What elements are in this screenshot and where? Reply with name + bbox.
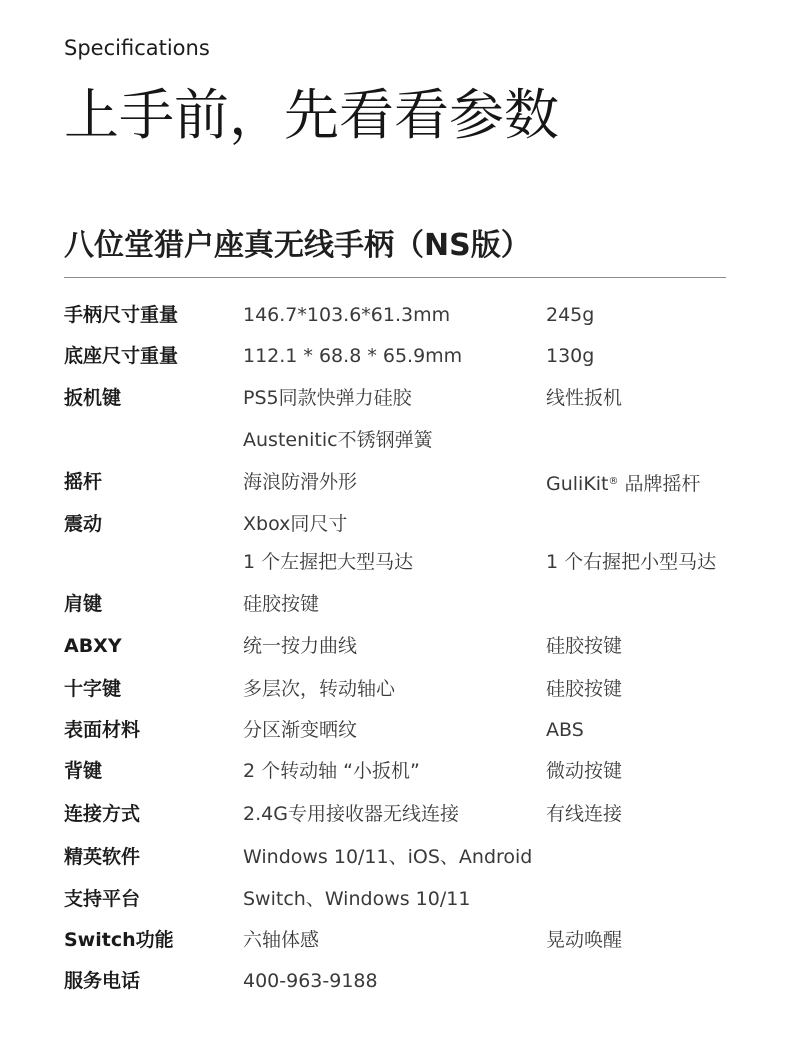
spec-value-secondary: 线性扳机 — [546, 387, 623, 409]
spec-row-platforms — [0, 885, 790, 913]
spec-row-switch-features — [0, 926, 790, 954]
spec-row-vibration — [0, 510, 790, 538]
spec-value-primary: 1 个左握把大型马达 — [243, 551, 414, 573]
spec-row-service-phone — [0, 967, 790, 995]
spec-value-secondary: 硅胶按键 — [546, 678, 623, 700]
spec-label: 表面材料 — [64, 719, 141, 741]
spec-row-back-buttons — [0, 757, 790, 785]
spec-label: 连接方式 — [64, 803, 141, 825]
spec-label: ABXY — [64, 635, 122, 657]
registered-mark: ® — [608, 476, 619, 487]
spec-row-surface — [0, 716, 790, 744]
spec-label: Switch功能 — [64, 929, 174, 951]
brand-suffix: 品牌摇杆 — [618, 473, 701, 495]
spec-label: 肩键 — [64, 593, 103, 615]
spec-row-joystick — [0, 468, 790, 496]
spec-value-primary: 2 个转动轴 “小扳机” — [243, 760, 420, 782]
spec-label: 背键 — [64, 760, 103, 782]
spec-value-primary: 分区渐变晒纹 — [243, 719, 358, 741]
spec-value-primary: 硅胶按键 — [243, 593, 320, 615]
spec-row-abxy — [0, 632, 790, 660]
spec-row-dock-size — [0, 342, 790, 370]
spec-label: 服务电话 — [64, 970, 141, 992]
spec-value-secondary: 硅胶按键 — [546, 635, 623, 657]
spec-label: 底座尺寸重量 — [64, 345, 179, 367]
brand-name: GuliKit — [546, 473, 609, 495]
spec-value-primary: 146.7*103.6*61.3mm — [243, 304, 451, 326]
spec-row-elite-software — [0, 843, 790, 871]
spec-value-primary: Xbox同尺寸 — [243, 513, 348, 535]
spec-label: 扳机键 — [64, 387, 122, 409]
spec-row-trigger — [0, 384, 790, 412]
spec-row-connection — [0, 800, 790, 828]
title-divider — [64, 277, 726, 278]
spec-label: 精英软件 — [64, 846, 141, 868]
spec-value-primary: 海浪防滑外形 — [243, 471, 358, 493]
spec-label: 摇杆 — [64, 471, 103, 493]
spec-value-primary: 六轴体感 — [243, 929, 320, 951]
spec-label: 十字键 — [64, 678, 122, 700]
spec-label: 支持平台 — [64, 888, 141, 910]
spec-label: 震动 — [64, 513, 103, 535]
spec-value-primary: Austenitic不锈钢弹簧 — [243, 429, 433, 451]
product-title: 八位堂猎户座真无线手柄（NS版） — [64, 228, 531, 263]
spec-value-primary: 多层次，转动轴心 — [243, 678, 396, 700]
spec-row-trigger-spring — [0, 426, 790, 454]
spec-value-primary: 400-963-9188 — [243, 970, 378, 992]
spec-value-secondary — [546, 468, 701, 498]
spec-row-vibration-motors — [0, 548, 790, 576]
spec-value-primary: 2.4G专用接收器无线连接 — [243, 803, 459, 825]
page-headline: 上手前，先看看参数 — [64, 83, 560, 147]
spec-row-handle-size — [0, 301, 790, 329]
spec-row-shoulder — [0, 590, 790, 618]
spec-value-primary: 统一按力曲线 — [243, 635, 358, 657]
spec-value-secondary: 245g — [546, 304, 595, 326]
spec-value-primary: Switch、Windows 10/11 — [243, 888, 471, 910]
spec-value-secondary: ABS — [546, 719, 584, 741]
spec-label: 手柄尺寸重量 — [64, 304, 179, 326]
spec-value-secondary: 1 个右握把小型马达 — [546, 551, 717, 573]
spec-value-primary: PS5同款快弹力硅胶 — [243, 387, 412, 409]
spec-value-primary: Windows 10/11、iOS、Android — [243, 846, 533, 868]
spec-value-primary: 112.1 * 68.8 * 65.9mm — [243, 345, 463, 367]
spec-value-secondary: 有线连接 — [546, 803, 623, 825]
spec-value-secondary: 130g — [546, 345, 595, 367]
spec-value-secondary: 微动按键 — [546, 760, 623, 782]
spec-value-secondary: 晃动唤醒 — [546, 929, 623, 951]
specifications-eyebrow: Specifications — [64, 36, 210, 60]
spec-row-dpad — [0, 675, 790, 703]
